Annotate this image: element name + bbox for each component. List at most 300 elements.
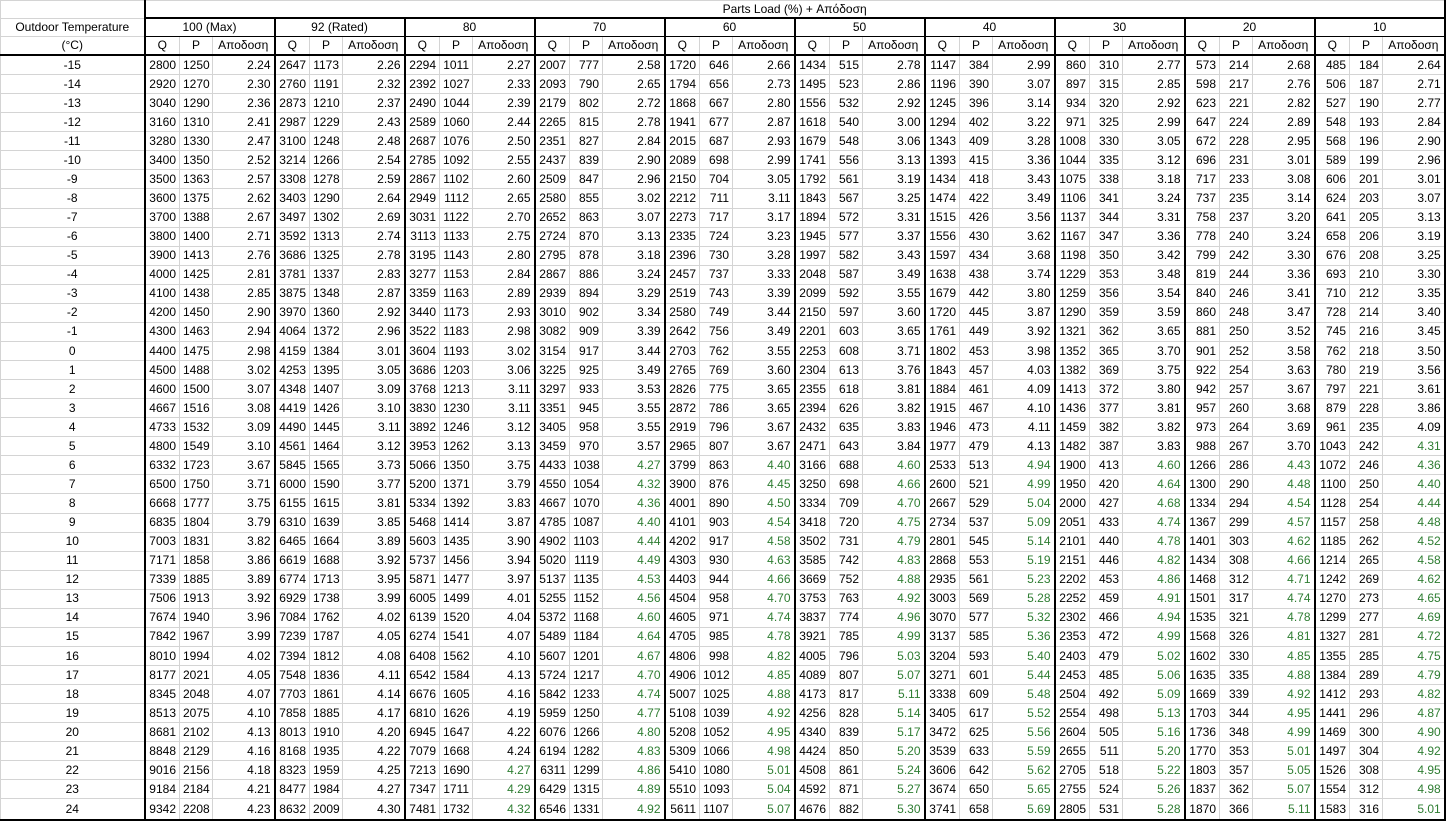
efficiency-cell[interactable]: 4.85 (1253, 646, 1315, 665)
q-cell[interactable]: 4676 (795, 799, 830, 820)
q-cell[interactable]: 879 (1315, 399, 1350, 418)
efficiency-cell[interactable]: 4.64 (603, 627, 665, 646)
efficiency-cell[interactable]: 4.04 (473, 608, 535, 627)
temperature-cell[interactable]: -11 (1, 132, 145, 151)
q-cell[interactable]: 5607 (535, 646, 570, 665)
efficiency-cell[interactable]: 3.49 (993, 189, 1055, 208)
p-cell[interactable]: 863 (570, 208, 603, 227)
q-cell[interactable]: 4173 (795, 685, 830, 704)
q-cell[interactable]: 971 (1055, 113, 1090, 132)
p-cell[interactable]: 1246 (440, 418, 473, 437)
efficiency-cell[interactable]: 3.24 (1253, 227, 1315, 246)
efficiency-cell[interactable]: 4.58 (1383, 551, 1445, 570)
efficiency-cell[interactable]: 3.65 (733, 380, 795, 399)
efficiency-cell[interactable]: 4.09 (1383, 418, 1445, 437)
efficiency-cell[interactable]: 3.68 (1253, 399, 1315, 418)
efficiency-cell[interactable]: 4.63 (733, 551, 795, 570)
efficiency-cell[interactable]: 3.55 (733, 341, 795, 360)
q-cell[interactable]: 1703 (1185, 704, 1220, 723)
q-cell[interactable]: 6332 (145, 456, 180, 475)
q-cell[interactable]: 2179 (535, 94, 570, 113)
p-cell[interactable]: 930 (700, 551, 733, 570)
p-cell[interactable]: 529 (960, 494, 993, 513)
temperature-cell[interactable]: 8 (1, 494, 145, 513)
efficiency-cell[interactable]: 2.96 (343, 322, 405, 341)
q-cell[interactable]: 2642 (665, 322, 700, 341)
efficiency-cell[interactable]: 4.81 (1253, 627, 1315, 646)
efficiency-cell[interactable]: 4.10 (213, 704, 275, 723)
efficiency-cell[interactable]: 5.26 (1123, 780, 1185, 799)
efficiency-cell[interactable]: 3.65 (1123, 322, 1185, 341)
q-cell[interactable]: 3204 (925, 646, 960, 665)
q-cell[interactable]: 1334 (1185, 494, 1220, 513)
p-cell[interactable]: 387 (1090, 437, 1123, 456)
efficiency-cell[interactable]: 2.76 (213, 246, 275, 265)
efficiency-cell[interactable]: 3.79 (473, 475, 535, 494)
p-cell[interactable]: 1038 (570, 456, 603, 475)
efficiency-cell[interactable]: 3.65 (733, 399, 795, 418)
p-cell[interactable]: 312 (1350, 780, 1383, 799)
q-cell[interactable]: 4089 (795, 666, 830, 685)
efficiency-cell[interactable]: 4.60 (1123, 456, 1185, 475)
q-cell[interactable]: 2504 (1055, 685, 1090, 704)
p-cell[interactable]: 330 (1220, 646, 1253, 665)
efficiency-cell[interactable]: 3.10 (343, 399, 405, 418)
efficiency-cell[interactable]: 3.01 (343, 341, 405, 360)
efficiency-cell[interactable]: 2.77 (1123, 55, 1185, 75)
efficiency-cell[interactable]: 4.60 (603, 608, 665, 627)
q-cell[interactable]: 6311 (535, 761, 570, 780)
p-cell[interactable]: 357 (1220, 761, 1253, 780)
q-cell[interactable]: 1843 (925, 361, 960, 380)
efficiency-cell[interactable]: 2.76 (1253, 75, 1315, 94)
q-cell[interactable]: 1946 (925, 418, 960, 437)
q-cell[interactable]: 7481 (405, 799, 440, 820)
q-cell[interactable]: 4424 (795, 742, 830, 761)
q-cell[interactable]: 3359 (405, 284, 440, 303)
p-cell[interactable]: 1885 (180, 570, 213, 589)
p-cell[interactable]: 240 (1220, 227, 1253, 246)
efficiency-cell[interactable]: 3.01 (1383, 170, 1445, 189)
p-cell[interactable]: 1388 (180, 208, 213, 227)
temperature-cell[interactable]: 21 (1, 742, 145, 761)
q-cell[interactable]: 6676 (405, 685, 440, 704)
q-cell[interactable]: 1245 (925, 94, 960, 113)
q-cell[interactable]: 5007 (665, 685, 700, 704)
p-cell[interactable]: 353 (1090, 265, 1123, 284)
p-cell[interactable]: 1372 (310, 322, 343, 341)
subheader-cop[interactable]: Αποδοση (1253, 37, 1315, 56)
efficiency-cell[interactable]: 3.77 (343, 475, 405, 494)
p-cell[interactable]: 1750 (180, 475, 213, 494)
q-cell[interactable]: 9342 (145, 799, 180, 820)
p-cell[interactable]: 1375 (180, 189, 213, 208)
efficiency-cell[interactable]: 4.70 (863, 494, 925, 513)
p-cell[interactable]: 201 (1350, 170, 1383, 189)
p-cell[interactable]: 902 (570, 303, 603, 322)
q-cell[interactable]: 4733 (145, 418, 180, 437)
p-cell[interactable]: 985 (700, 627, 733, 646)
p-cell[interactable]: 518 (1090, 761, 1123, 780)
q-cell[interactable]: 840 (1185, 284, 1220, 303)
q-cell[interactable]: 2826 (665, 380, 700, 399)
efficiency-cell[interactable]: 2.66 (733, 55, 795, 75)
p-cell[interactable]: 1414 (440, 513, 473, 532)
temperature-cell[interactable]: -8 (1, 189, 145, 208)
subheader-p[interactable]: P (310, 37, 343, 56)
p-cell[interactable]: 886 (570, 265, 603, 284)
efficiency-cell[interactable]: 3.13 (473, 437, 535, 456)
efficiency-cell[interactable]: 4.45 (733, 475, 795, 494)
efficiency-cell[interactable]: 4.40 (603, 513, 665, 532)
efficiency-cell[interactable]: 4.44 (1383, 494, 1445, 513)
efficiency-cell[interactable]: 2.32 (343, 75, 405, 94)
q-cell[interactable]: 3800 (145, 227, 180, 246)
q-cell[interactable]: 2294 (405, 55, 440, 75)
p-cell[interactable]: 427 (1090, 494, 1123, 513)
efficiency-cell[interactable]: 2.44 (473, 113, 535, 132)
p-cell[interactable]: 1836 (310, 666, 343, 685)
q-cell[interactable]: 758 (1185, 208, 1220, 227)
q-cell[interactable]: 573 (1185, 55, 1220, 75)
q-cell[interactable]: 4400 (145, 341, 180, 360)
efficiency-cell[interactable]: 2.58 (603, 55, 665, 75)
q-cell[interactable]: 5334 (405, 494, 440, 513)
p-cell[interactable]: 2009 (310, 799, 343, 820)
q-cell[interactable]: 2949 (405, 189, 440, 208)
q-cell[interactable]: 1501 (1185, 589, 1220, 608)
q-cell[interactable]: 1147 (925, 55, 960, 75)
p-cell[interactable]: 1310 (180, 113, 213, 132)
q-cell[interactable]: 6774 (275, 570, 310, 589)
efficiency-cell[interactable]: 4.23 (213, 799, 275, 820)
p-cell[interactable]: 228 (1350, 399, 1383, 418)
efficiency-cell[interactable]: 3.49 (603, 361, 665, 380)
efficiency-cell[interactable]: 4.78 (1123, 532, 1185, 551)
q-cell[interactable]: 3250 (795, 475, 830, 494)
q-cell[interactable]: 2801 (925, 532, 960, 551)
p-cell[interactable]: 944 (700, 570, 733, 589)
q-cell[interactable]: 7548 (275, 666, 310, 685)
q-cell[interactable]: 5200 (405, 475, 440, 494)
efficiency-cell[interactable]: 4.79 (1383, 666, 1445, 685)
efficiency-cell[interactable]: 3.99 (213, 627, 275, 646)
temperature-cell[interactable]: -6 (1, 227, 145, 246)
q-cell[interactable]: 4064 (275, 322, 310, 341)
efficiency-cell[interactable]: 3.56 (993, 208, 1055, 227)
efficiency-cell[interactable]: 2.87 (343, 284, 405, 303)
q-cell[interactable]: 3082 (535, 322, 570, 341)
p-cell[interactable]: 592 (830, 284, 863, 303)
p-cell[interactable]: 1027 (440, 75, 473, 94)
p-cell[interactable]: 430 (960, 227, 993, 246)
p-cell[interactable]: 909 (570, 322, 603, 341)
q-cell[interactable]: 2212 (665, 189, 700, 208)
efficiency-cell[interactable]: 4.13 (213, 723, 275, 742)
q-cell[interactable]: 2919 (665, 418, 700, 437)
efficiency-cell[interactable]: 2.71 (213, 227, 275, 246)
efficiency-cell[interactable]: 5.22 (1123, 761, 1185, 780)
subheader-cop[interactable]: Αποδοση (343, 37, 405, 56)
efficiency-cell[interactable]: 2.85 (1123, 75, 1185, 94)
efficiency-cell[interactable]: 4.75 (863, 513, 925, 532)
p-cell[interactable]: 1143 (440, 246, 473, 265)
q-cell[interactable]: 957 (1185, 399, 1220, 418)
q-cell[interactable]: 3070 (925, 608, 960, 627)
efficiency-cell[interactable]: 4.70 (733, 589, 795, 608)
load-header[interactable]: 60 (665, 18, 795, 37)
q-cell[interactable]: 7079 (405, 742, 440, 761)
p-cell[interactable]: 286 (1220, 456, 1253, 475)
temperature-cell[interactable]: 17 (1, 666, 145, 685)
subheader-q[interactable]: Q (1315, 37, 1350, 56)
q-cell[interactable]: 693 (1315, 265, 1350, 284)
q-cell[interactable]: 641 (1315, 208, 1350, 227)
efficiency-cell[interactable]: 3.02 (473, 341, 535, 360)
p-cell[interactable]: 742 (830, 551, 863, 570)
p-cell[interactable]: 422 (960, 189, 993, 208)
p-cell[interactable]: 193 (1350, 113, 1383, 132)
q-cell[interactable]: 4490 (275, 418, 310, 437)
p-cell[interactable]: 756 (700, 322, 733, 341)
efficiency-cell[interactable]: 2.84 (603, 132, 665, 151)
p-cell[interactable]: 505 (1090, 723, 1123, 742)
p-cell[interactable]: 231 (1220, 151, 1253, 170)
efficiency-cell[interactable]: 2.59 (343, 170, 405, 189)
q-cell[interactable]: 5309 (665, 742, 700, 761)
q-cell[interactable]: 1843 (795, 189, 830, 208)
p-cell[interactable]: 1520 (440, 608, 473, 627)
p-cell[interactable]: 894 (570, 284, 603, 303)
q-cell[interactable]: 3604 (405, 341, 440, 360)
p-cell[interactable]: 618 (830, 380, 863, 399)
q-cell[interactable]: 2048 (795, 265, 830, 284)
p-cell[interactable]: 2075 (180, 704, 213, 723)
subheader-q[interactable]: Q (795, 37, 830, 56)
efficiency-cell[interactable]: 3.81 (863, 380, 925, 399)
p-cell[interactable]: 190 (1350, 94, 1383, 113)
efficiency-cell[interactable]: 2.90 (603, 151, 665, 170)
efficiency-cell[interactable]: 2.47 (213, 132, 275, 151)
p-cell[interactable]: 698 (830, 475, 863, 494)
p-cell[interactable]: 724 (700, 227, 733, 246)
p-cell[interactable]: 802 (570, 94, 603, 113)
efficiency-cell[interactable]: 3.05 (733, 170, 795, 189)
p-cell[interactable]: 344 (1220, 704, 1253, 723)
q-cell[interactable]: 4500 (145, 361, 180, 380)
p-cell[interactable]: 235 (1220, 189, 1253, 208)
efficiency-cell[interactable]: 3.39 (733, 284, 795, 303)
p-cell[interactable]: 1395 (310, 361, 343, 380)
q-cell[interactable]: 2093 (535, 75, 570, 94)
q-cell[interactable]: 1669 (1185, 685, 1220, 704)
q-cell[interactable]: 598 (1185, 75, 1220, 94)
q-cell[interactable]: 4253 (275, 361, 310, 380)
q-cell[interactable]: 3031 (405, 208, 440, 227)
efficiency-cell[interactable]: 3.75 (213, 494, 275, 513)
q-cell[interactable]: 1355 (1315, 646, 1350, 665)
q-cell[interactable]: 2457 (665, 265, 700, 284)
q-cell[interactable]: 7339 (145, 570, 180, 589)
q-cell[interactable]: 881 (1185, 322, 1220, 341)
efficiency-cell[interactable]: 3.89 (213, 570, 275, 589)
q-cell[interactable]: 1736 (1185, 723, 1220, 742)
efficiency-cell[interactable]: 3.36 (1123, 227, 1185, 246)
q-cell[interactable]: 3308 (275, 170, 310, 189)
efficiency-cell[interactable]: 2.62 (213, 189, 275, 208)
p-cell[interactable]: 1777 (180, 494, 213, 513)
efficiency-cell[interactable]: 3.96 (213, 608, 275, 627)
p-cell[interactable]: 1168 (570, 608, 603, 627)
p-cell[interactable]: 1935 (310, 742, 343, 761)
q-cell[interactable]: 901 (1185, 341, 1220, 360)
p-cell[interactable]: 498 (1090, 704, 1123, 723)
p-cell[interactable]: 218 (1350, 341, 1383, 360)
efficiency-cell[interactable]: 3.35 (1383, 284, 1445, 303)
p-cell[interactable]: 1475 (180, 341, 213, 360)
q-cell[interactable]: 6429 (535, 780, 570, 799)
q-cell[interactable]: 3669 (795, 570, 830, 589)
efficiency-cell[interactable]: 3.79 (213, 513, 275, 532)
q-cell[interactable]: 7003 (145, 532, 180, 551)
p-cell[interactable]: 453 (1090, 570, 1123, 589)
efficiency-cell[interactable]: 2.39 (473, 94, 535, 113)
q-cell[interactable]: 2396 (665, 246, 700, 265)
p-cell[interactable]: 415 (960, 151, 993, 170)
temperature-cell[interactable]: 4 (1, 418, 145, 437)
efficiency-cell[interactable]: 2.96 (1383, 151, 1445, 170)
efficiency-cell[interactable]: 3.31 (1123, 208, 1185, 227)
q-cell[interactable]: 5611 (665, 799, 700, 820)
p-cell[interactable]: 252 (1220, 341, 1253, 360)
p-cell[interactable]: 396 (960, 94, 993, 113)
efficiency-cell[interactable]: 2.26 (343, 55, 405, 75)
q-cell[interactable]: 6408 (405, 646, 440, 665)
p-cell[interactable]: 796 (830, 646, 863, 665)
efficiency-cell[interactable]: 3.41 (1253, 284, 1315, 303)
efficiency-cell[interactable]: 5.20 (863, 742, 925, 761)
q-cell[interactable]: 1469 (1315, 723, 1350, 742)
q-cell[interactable]: 568 (1315, 132, 1350, 151)
efficiency-cell[interactable]: 3.13 (863, 151, 925, 170)
p-cell[interactable]: 461 (960, 380, 993, 399)
q-cell[interactable]: 3405 (925, 704, 960, 723)
efficiency-cell[interactable]: 3.14 (1253, 189, 1315, 208)
p-cell[interactable]: 1787 (310, 627, 343, 646)
q-cell[interactable]: 7394 (275, 646, 310, 665)
p-cell[interactable]: 1668 (440, 742, 473, 761)
load-header[interactable]: 100 (Max) (145, 18, 275, 37)
p-cell[interactable]: 217 (1220, 75, 1253, 94)
p-cell[interactable]: 688 (830, 456, 863, 475)
efficiency-cell[interactable]: 4.86 (603, 761, 665, 780)
subheader-q[interactable]: Q (1185, 37, 1220, 56)
q-cell[interactable]: 2687 (405, 132, 440, 151)
q-cell[interactable]: 1242 (1315, 570, 1350, 589)
q-cell[interactable]: 1900 (1055, 456, 1090, 475)
q-cell[interactable]: 1413 (1055, 380, 1090, 399)
q-cell[interactable]: 3900 (145, 246, 180, 265)
q-cell[interactable]: 2868 (925, 551, 960, 570)
p-cell[interactable]: 855 (570, 189, 603, 208)
p-cell[interactable]: 1337 (310, 265, 343, 284)
efficiency-cell[interactable]: 3.67 (213, 456, 275, 475)
q-cell[interactable]: 4592 (795, 780, 830, 799)
efficiency-cell[interactable]: 3.19 (863, 170, 925, 189)
efficiency-cell[interactable]: 4.98 (1383, 780, 1445, 799)
q-cell[interactable]: 2355 (795, 380, 830, 399)
efficiency-cell[interactable]: 4.16 (473, 685, 535, 704)
p-cell[interactable]: 882 (830, 799, 863, 820)
p-cell[interactable]: 752 (830, 570, 863, 589)
p-cell[interactable]: 1500 (180, 380, 213, 399)
efficiency-cell[interactable]: 2.84 (473, 265, 535, 284)
p-cell[interactable]: 521 (960, 475, 993, 494)
subheader-p[interactable]: P (700, 37, 733, 56)
p-cell[interactable]: 903 (700, 513, 733, 532)
efficiency-cell[interactable]: 4.88 (1253, 666, 1315, 685)
p-cell[interactable]: 524 (1090, 780, 1123, 799)
q-cell[interactable]: 6810 (405, 704, 440, 723)
efficiency-cell[interactable]: 4.21 (213, 780, 275, 799)
subheader-cop[interactable]: Αποδοση (213, 37, 275, 56)
efficiency-cell[interactable]: 5.07 (863, 666, 925, 685)
p-cell[interactable]: 569 (960, 589, 993, 608)
q-cell[interactable]: 5020 (535, 551, 570, 570)
efficiency-cell[interactable]: 4.92 (1253, 685, 1315, 704)
p-cell[interactable]: 2102 (180, 723, 213, 742)
q-cell[interactable]: 8681 (145, 723, 180, 742)
efficiency-cell[interactable]: 3.59 (1123, 303, 1185, 322)
p-cell[interactable]: 1039 (700, 704, 733, 723)
q-cell[interactable]: 3892 (405, 418, 440, 437)
efficiency-cell[interactable]: 5.62 (993, 761, 1055, 780)
efficiency-cell[interactable]: 4.32 (473, 799, 535, 820)
p-cell[interactable]: 513 (960, 456, 993, 475)
p-cell[interactable]: 335 (1090, 151, 1123, 170)
subheader-cop[interactable]: Αποδοση (1383, 37, 1445, 56)
q-cell[interactable]: 8323 (275, 761, 310, 780)
p-cell[interactable]: 1348 (310, 284, 343, 303)
q-cell[interactable]: 3497 (275, 208, 310, 227)
p-cell[interactable]: 1112 (440, 189, 473, 208)
efficiency-cell[interactable]: 4.74 (603, 685, 665, 704)
q-cell[interactable]: 6945 (405, 723, 440, 742)
p-cell[interactable]: 320 (1090, 94, 1123, 113)
p-cell[interactable]: 1562 (440, 646, 473, 665)
efficiency-cell[interactable]: 4.89 (603, 780, 665, 799)
p-cell[interactable]: 434 (960, 246, 993, 265)
q-cell[interactable]: 4256 (795, 704, 830, 723)
efficiency-cell[interactable]: 2.96 (603, 170, 665, 189)
p-cell[interactable]: 731 (830, 532, 863, 551)
temp-header-unit[interactable]: (°C) (1, 37, 145, 56)
efficiency-cell[interactable]: 2.77 (1383, 94, 1445, 113)
efficiency-cell[interactable]: 3.44 (733, 303, 795, 322)
p-cell[interactable]: 1426 (310, 399, 343, 418)
q-cell[interactable]: 3277 (405, 265, 440, 284)
q-cell[interactable]: 1321 (1055, 322, 1090, 341)
temperature-cell[interactable]: 5 (1, 437, 145, 456)
p-cell[interactable]: 1425 (180, 265, 213, 284)
p-cell[interactable]: 310 (1090, 55, 1123, 75)
efficiency-cell[interactable]: 3.92 (213, 589, 275, 608)
p-cell[interactable]: 290 (1220, 475, 1253, 494)
p-cell[interactable]: 341 (1090, 189, 1123, 208)
subheader-p[interactable]: P (570, 37, 603, 56)
p-cell[interactable]: 277 (1350, 608, 1383, 627)
p-cell[interactable]: 523 (830, 75, 863, 94)
